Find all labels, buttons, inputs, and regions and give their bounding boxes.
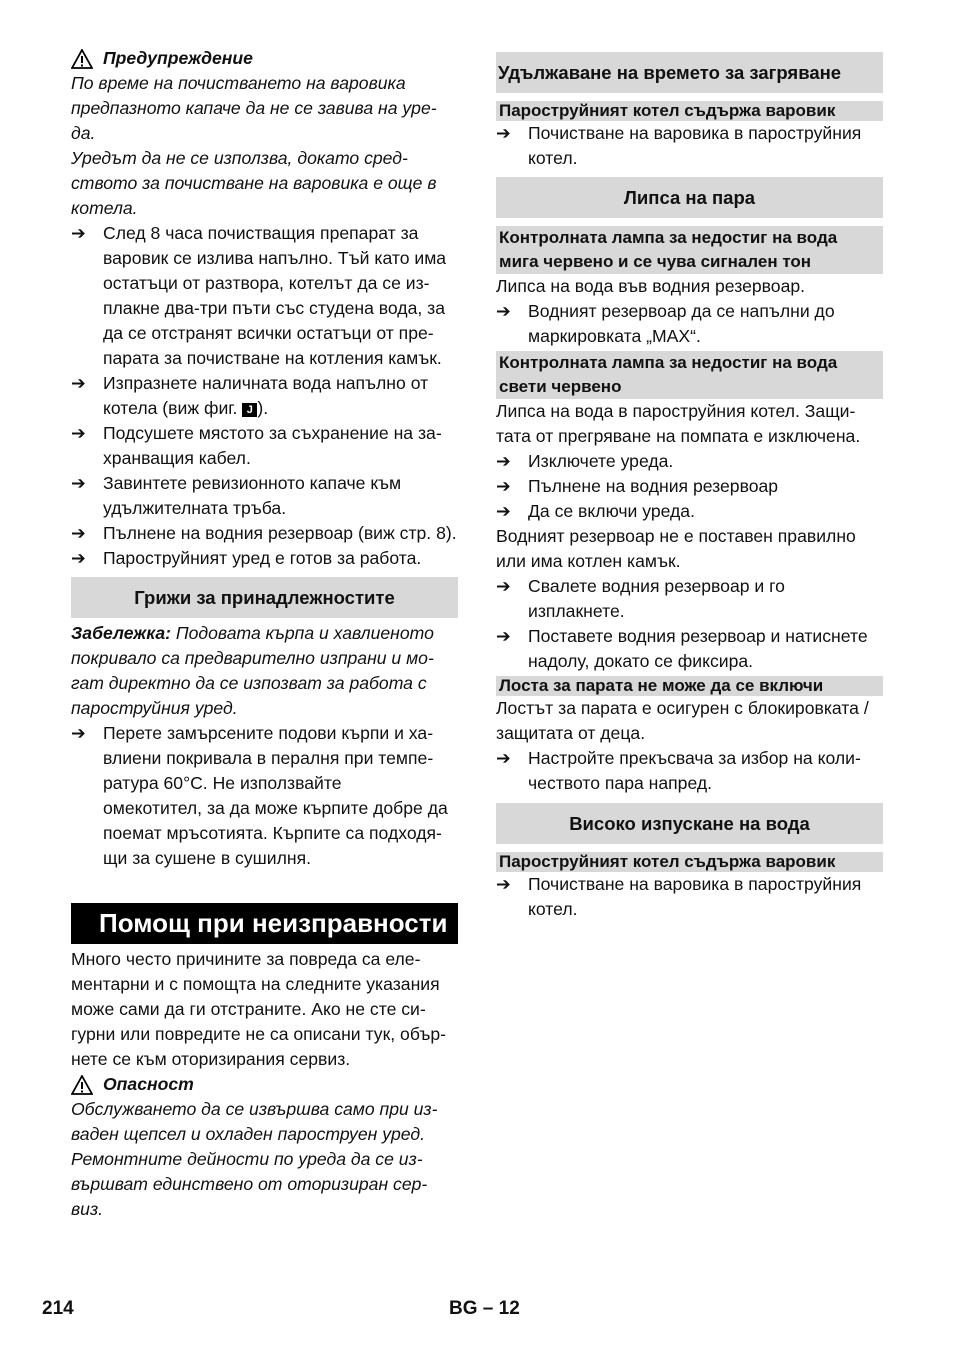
bullet-item — [496, 299, 883, 349]
bullet-line — [103, 396, 458, 421]
text-line: или има котлен камък. — [496, 551, 681, 571]
wash-step — [71, 721, 458, 871]
bullet-line: Пароструйният уред е готов за работа. — [103, 548, 422, 568]
bullet-item — [496, 499, 883, 524]
bullet-item — [71, 521, 458, 546]
sub-line: мига червено и се чува сигнален тон — [499, 252, 812, 271]
fill-max-step — [496, 299, 883, 349]
sub-line: Контролната лампа за недостиг на вода — [499, 228, 838, 247]
bullet-item — [496, 746, 883, 796]
text-line: гурни или повредите не са описани тук, обър- — [71, 1024, 446, 1044]
text-line: виз. — [71, 1199, 104, 1219]
bullet-line: надолу, докато се фиксира. — [528, 651, 754, 671]
bullet-text — [528, 746, 883, 796]
sub-lamp-red — [496, 351, 883, 399]
note-text — [71, 646, 458, 721]
sub-line: свети червено — [499, 377, 622, 396]
bullet-item — [496, 449, 883, 474]
bullet-text — [528, 499, 883, 524]
text-no-water-tank: Липса на вода във водния резервоар. — [496, 276, 806, 296]
text-tank-wrong — [496, 524, 883, 574]
bullet-line: щи за сушене в сушилня. — [103, 848, 311, 868]
bullet-line: поемат мръсотията. Кърпите са подходя- — [103, 823, 442, 843]
bullet-item — [71, 371, 458, 421]
bullet-line: Настройте прекъсвача за избор на коли- — [528, 748, 861, 768]
bullet-text — [103, 721, 458, 871]
arrow-right-icon: ➔ — [496, 748, 511, 768]
bullet-item — [71, 471, 458, 521]
sub-lamp-blink — [496, 226, 883, 274]
danger-heading — [71, 1072, 458, 1097]
text-line: Водният резервоар не е поставен правилно — [496, 526, 856, 546]
bullet-item — [71, 421, 458, 471]
arrow-right-icon: ➔ — [496, 301, 511, 321]
bullet-line: Почистване на варовика в пароструйния — [528, 874, 862, 894]
bullet-line: плакне два-три пъти със студена вода, за — [103, 298, 445, 318]
fig-ref-suffix: ). — [257, 398, 269, 418]
bullet-text — [528, 872, 883, 922]
bullet-item — [71, 721, 458, 871]
bullet-line: чеството пара напред. — [528, 773, 713, 793]
bullet-line: Поставете водния резервоар и натиснете — [528, 626, 868, 646]
text-line: Ремонтните дейности по уреда да се из- — [71, 1149, 423, 1169]
sub-line: Контролната лампа за недостиг на вода — [499, 353, 838, 372]
arrow-right-icon: ➔ — [71, 223, 86, 243]
bullet-line: Почистване на варовика в пароструйния — [528, 123, 862, 143]
bullet-text — [528, 449, 883, 474]
page-code: BG – 12 — [449, 1298, 520, 1319]
bullet-line: парата за почистване на котления камък. — [103, 348, 442, 368]
arrow-right-icon: ➔ — [496, 123, 511, 143]
bullet-text — [103, 521, 458, 546]
danger-title: Опасност — [103, 1074, 194, 1094]
text-line: да. — [71, 123, 96, 143]
bullet-line: Водният резервоар да се напълни до — [528, 301, 835, 321]
scale-step-1 — [496, 121, 883, 171]
text-line: Уредът да не се използва, докато сред- — [71, 148, 408, 168]
bullet-line: Завинтете ревизионното капаче към — [103, 473, 402, 493]
bullet-text — [103, 546, 458, 571]
arrow-right-icon: ➔ — [71, 423, 86, 443]
bullet-line: варовик се излива напълно. Тъй като има — [103, 248, 447, 268]
warning-heading — [71, 46, 458, 71]
fig-ref-prefix: котела (виж фиг. — [103, 398, 243, 418]
text-line: котела. — [71, 198, 138, 218]
section-no-steam: Липса на пара — [496, 177, 883, 218]
maintenance-steps — [71, 221, 458, 571]
note-first-text: Подовата кърпа и хавлиеното — [170, 623, 434, 643]
bullet-line: да се отстранят всички остатъци от пре- — [103, 323, 434, 343]
arrow-right-icon: ➔ — [496, 626, 511, 646]
danger-text — [71, 1097, 458, 1222]
left-column — [71, 46, 458, 1222]
arrow-right-icon: ➔ — [71, 373, 86, 393]
text-line: Много често причините за повреда са еле- — [71, 949, 421, 969]
figure-label: J — [242, 403, 257, 417]
text-line: предпазното капаче да не се завива на уре- — [71, 98, 437, 118]
bullet-line: влиени покривала в пералня при темпе- — [103, 748, 434, 768]
arrow-right-icon: ➔ — [71, 723, 86, 743]
bullet-line: Изпразнете наличната вода напълно от — [103, 373, 429, 393]
text-line: може сами да ги отстраните. Ако не сте си- — [71, 999, 426, 1019]
sub-scale-2: Пароструйният котел съдържа варовик — [496, 852, 883, 872]
bullet-line: Пълнене на водния резервоар — [528, 476, 779, 496]
bullet-text — [528, 474, 883, 499]
bullet-item — [71, 546, 458, 571]
bullet-line: Перете замърсените подови кърпи и ха- — [103, 723, 434, 743]
bullet-text — [103, 421, 458, 471]
text-line: ментарни и с помощта на следните указания — [71, 974, 440, 994]
section-accessories-care: Грижи за принадлежностите — [71, 577, 458, 618]
bullet-item — [496, 624, 883, 674]
bullet-line: остатъци от разтвора, котелът да се из- — [103, 273, 430, 293]
text-no-water-boiler — [496, 399, 883, 449]
bullet-text — [528, 574, 883, 624]
scale-step-2 — [496, 872, 883, 922]
arrow-right-icon: ➔ — [71, 473, 86, 493]
intro-text — [71, 947, 458, 1072]
bullet-item — [496, 474, 883, 499]
text-line: ството за почистване на варовика е още в — [71, 173, 437, 193]
text-line: тата от прегряване на помпата е изключена. — [496, 426, 861, 446]
note-label: Забележка: — [71, 623, 171, 643]
arrow-right-icon: ➔ — [71, 523, 86, 543]
bullet-line: котел. — [528, 899, 578, 919]
lever-step — [496, 746, 883, 796]
section-high-water: Високо изпускане на вода — [496, 803, 883, 844]
bullet-line: Изключете уреда. — [528, 451, 674, 471]
section-heating-time: Удължаване на времето за загряване — [496, 52, 883, 93]
bullet-line: Свалете водния резервоар и го изплакнете. — [528, 576, 785, 621]
bullet-item — [496, 872, 883, 922]
bullet-line: омекотител, за да може кърпите добре да — [103, 798, 448, 818]
bullet-line: След 8 часа почистващия препарат за — [103, 223, 419, 243]
bullet-item — [71, 221, 458, 371]
bullet-line: Да се включи уреда. — [528, 501, 695, 521]
warning-triangle-icon — [71, 49, 93, 69]
bullet-text — [103, 221, 458, 371]
bullet-text — [528, 299, 883, 349]
bullet-line: удължителната тръба. — [103, 498, 287, 518]
text-line: Лостът за парата е осигурен с блокировката / — [496, 698, 869, 718]
text-line: Липса на вода в пароструйния котел. Защи- — [496, 401, 856, 421]
bullet-line: маркировката „MAX“. — [528, 326, 701, 346]
warning-text — [71, 71, 458, 221]
text-line: пароструйния уред. — [71, 698, 238, 718]
bullet-line: хранващия кабел. — [103, 448, 251, 468]
bullet-text — [103, 371, 458, 421]
arrow-right-icon: ➔ — [496, 451, 511, 471]
bullet-text — [528, 624, 883, 674]
sub-steam-lever: Лоста за парата не може да се включи — [496, 676, 883, 696]
text-line: покривало са предварително изпрани и мо- — [71, 648, 434, 668]
bullet-item — [496, 574, 883, 624]
text-line: По време на почистването на варовика — [71, 73, 406, 93]
bullet-item — [496, 121, 883, 171]
bullet-line: котел. — [528, 148, 578, 168]
tank-steps — [496, 574, 883, 674]
right-column — [496, 46, 883, 922]
sub-scale-1: Пароструйният котел съдържа варовик — [496, 101, 883, 121]
arrow-right-icon: ➔ — [496, 874, 511, 894]
arrow-right-icon: ➔ — [71, 548, 86, 568]
page-number: 214 — [42, 1298, 74, 1319]
bullet-text — [528, 121, 883, 171]
text-line: ваден щепсел и охладен пароструен уред. — [71, 1124, 425, 1144]
text-line: вършват единствено от оторизиран сер- — [71, 1174, 428, 1194]
arrow-right-icon: ➔ — [496, 476, 511, 496]
note-first-line — [71, 621, 458, 646]
arrow-right-icon: ➔ — [496, 576, 511, 596]
restart-steps — [496, 449, 883, 524]
arrow-right-icon: ➔ — [496, 501, 511, 521]
bullet-text — [103, 471, 458, 521]
text-line: защитата от деца. — [496, 723, 646, 743]
warning-triangle-icon — [71, 1075, 93, 1095]
bullet-line: ратура 60°C. Не използвайте — [103, 773, 342, 793]
bullet-line: Пълнене на водния резервоар (виж стр. 8). — [103, 523, 457, 543]
text-line: гат директно да се изпозват за работа с — [71, 673, 427, 693]
chapter-title: Помощ при неизправности — [71, 903, 458, 944]
text-line: Обслужването да се извършва само при из- — [71, 1099, 438, 1119]
text-lever — [496, 696, 883, 746]
bullet-line: Подсушете мястото за съхранение на за- — [103, 423, 442, 443]
warning-title: Предупреждение — [103, 48, 253, 68]
text-line: нете се към оторизирания сервиз. — [71, 1049, 351, 1069]
